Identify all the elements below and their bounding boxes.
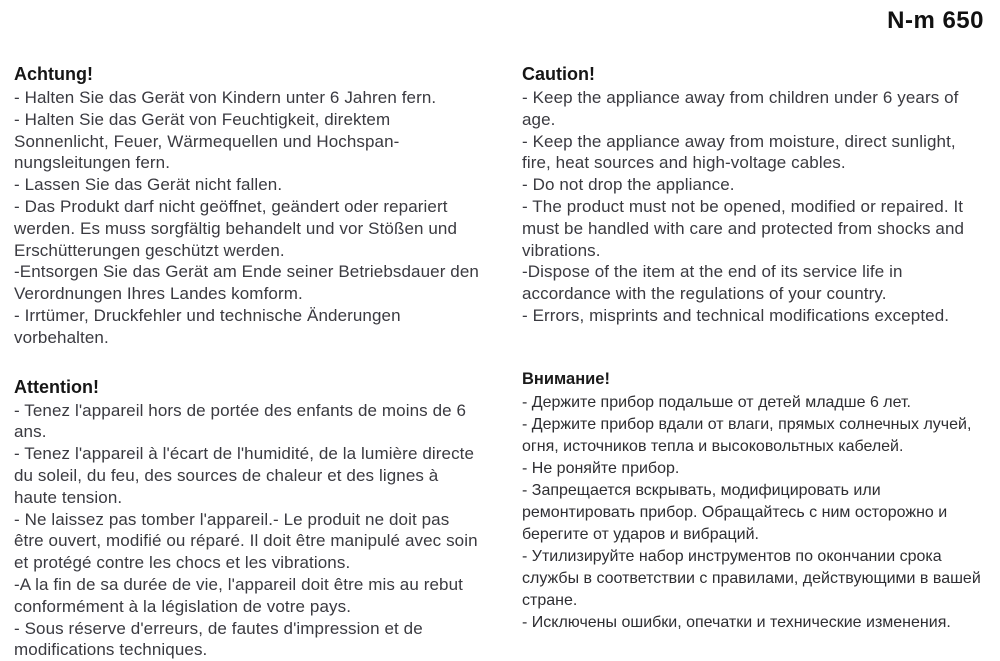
column-left: [14, 63, 480, 661]
warning-item: - Das Produkt darf nicht geöffnet, geändert oder repariert werden. Es muss sorgfältig behandelt und vor Stößen und Erschütterungen geschützt werden.: [14, 196, 458, 260]
section-french: [14, 376, 480, 661]
warning-item: - Halten Sie das Gerät von Kindern unter 6 Jahren fern.: [14, 88, 437, 107]
german-warning-list: [14, 87, 480, 349]
warning-item: - Keep the appliance away from moisture, direct sunlight, fire, heat sources and high-voltage cables.: [522, 131, 956, 173]
column-right: [522, 63, 988, 661]
warning-item: - Утилизируйте набор инструментов по окончании срока службы в соответствии с правилами, действующими в вашей стране.: [522, 547, 981, 609]
warning-item: - Tenez l'appareil hors de portée des enfants de moins de 6 ans.: [14, 400, 467, 442]
section-russian: [522, 368, 988, 634]
warning-item: - The product must not be opened, modified or repaired. It must be handled with care and protected from shocks and vibrations.: [522, 196, 965, 260]
warning-item: - Tenez l'appareil à l'écart de l'humidité, de la lumière directe du soleil, du feu, des sources de chaleur et des lignes à haute tension.: [14, 444, 475, 507]
warning-item: - Sous réserve d'erreurs, de fautes d'impression et de modifications techniques.: [14, 618, 423, 660]
russian-warning-list: [522, 392, 988, 634]
warning-item: - Lassen Sie das Gerät nicht fallen.: [14, 175, 283, 195]
page-title: N-m 650: [887, 7, 984, 34]
warning-item: - Не роняйте прибор.: [522, 459, 680, 477]
russian-heading: Внимание!: [522, 369, 610, 388]
warning-item: -Entsorgen Sie das Gerät am Ende seiner Betriebsdauer den Verordnungen Ihres Landes komform.: [14, 262, 479, 304]
warning-item: -A la fin de sa durée de vie, l'appareil doit être mis au rebut conformément à la législation de votre pays.: [14, 574, 463, 616]
french-warning-list: [14, 400, 480, 661]
warning-item: - Irrtümer, Druckfehler und technische Änderungen vorbehalten.: [14, 305, 401, 347]
warning-item: - Errors, misprints and technical modifications excepted.: [522, 305, 950, 325]
warning-item: - Держите прибор подальше от детей младше 6 лет.: [522, 393, 911, 411]
german-heading: Achtung!: [14, 64, 93, 84]
warning-item: - Halten Sie das Gerät von Feuchtigkeit, direktem Sonnenlicht, Feuer, Wärmequellen und Hochspan-nungsleitungen fern.: [14, 109, 400, 173]
warning-item: -Dispose of the item at the end of its service life in accordance with the regulations of your country.: [522, 262, 903, 304]
warning-item: - Keep the appliance away from children under 6 years of age.: [522, 88, 959, 129]
warning-item: - Ne laissez pas tomber l'appareil.- Le produit ne doit pas être ouvert, modifié ou réparé. Il doit être manipulé avec soin et protégé contre les chocs et les vibrations.: [14, 509, 478, 573]
warning-item: - Do not drop the appliance.: [522, 175, 735, 195]
french-heading: Attention!: [14, 376, 99, 397]
section-german: [14, 63, 480, 349]
section-english: [522, 63, 988, 327]
warning-item: - Запрещается вскрывать, модифицировать или ремонтировать прибор. Обращайтесь с ним осторожно и берегите от ударов и вибраций.: [522, 481, 948, 543]
english-heading: Caution!: [522, 64, 595, 84]
english-warning-list: [522, 87, 988, 327]
warning-item: - Исключены ошибки, опечатки и технические изменения.: [522, 613, 951, 631]
warning-item: - Держите прибор вдали от влаги, прямых солнечных лучей, огня, источников тепла и высоковольтных кабелей.: [522, 415, 972, 455]
